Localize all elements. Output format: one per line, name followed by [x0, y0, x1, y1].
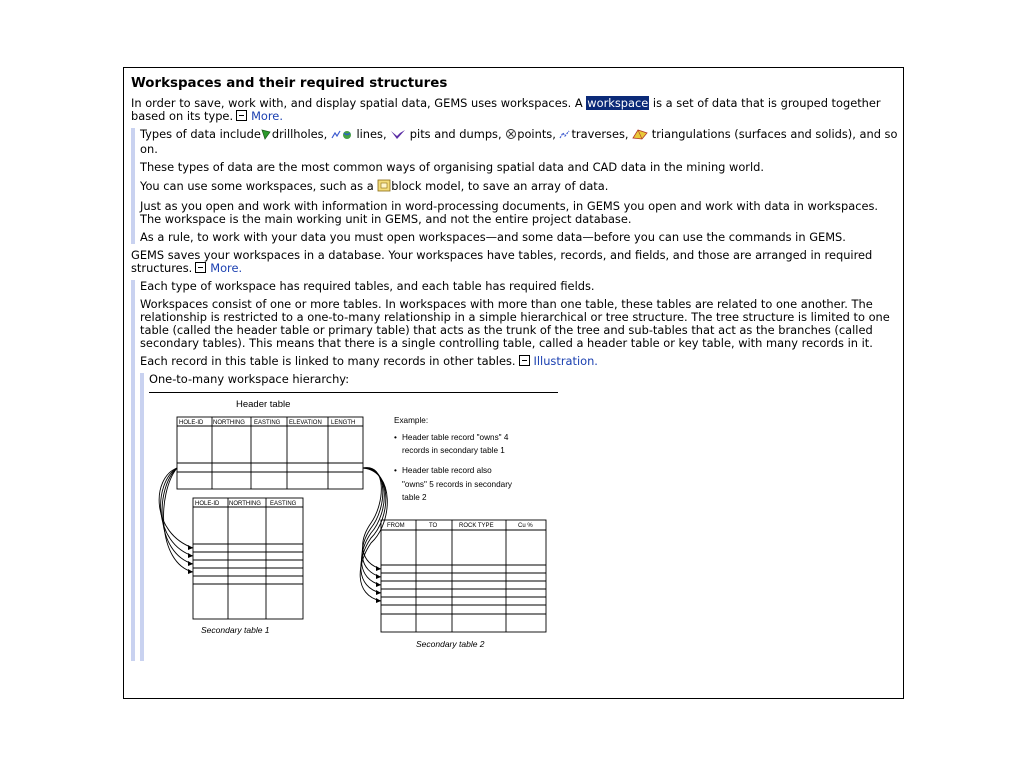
header-col-3: EASTING — [254, 420, 281, 426]
as-a-rule-paragraph: As a rule, to work with your data you must open workspaces—and some data—before you can use the commands in GEMS. — [140, 230, 846, 244]
example-1-line-2: records in secondary table 1 — [402, 446, 505, 455]
expanded-more-block — [131, 128, 899, 244]
example-title: Example: — [394, 416, 429, 425]
header-table — [177, 417, 363, 489]
linked-text: Each record in this table is linked to many records in other tables. — [140, 354, 516, 368]
secondary-table-2-label: Secondary table 2 — [416, 639, 485, 649]
database-text: GEMS saves your workspaces in a database. Your workspaces have tables, records, and fields, and those are arranged in required structures. — [131, 248, 873, 275]
secondary2-col-3: ROCK TYPE — [459, 523, 494, 529]
section-title: Workspaces and their required structures — [131, 76, 448, 91]
database-paragraph — [131, 249, 899, 275]
drillholes-label: drillholes, — [271, 127, 331, 141]
header-col-5: LENGTH — [331, 420, 356, 426]
block-model-text-end: block model, to save an array of data. — [391, 179, 609, 193]
example-2-line-2: "owns" 5 records in secondary — [402, 480, 513, 489]
data-types-prefix: Types of data include — [140, 127, 261, 141]
block-model-paragraph — [140, 179, 899, 195]
data-types-paragraph — [140, 128, 899, 156]
pits-dumps-icon — [390, 129, 406, 143]
secondary2-col-2: TO — [429, 523, 438, 529]
common-ways-paragraph: These types of data are the most common ways of organising spatial data and CAD data in the mining world. — [140, 160, 765, 174]
hierarchy-caption: One-to-many workspace hierarchy: — [149, 372, 350, 386]
block-model-icon — [377, 179, 391, 195]
illustration-link[interactable]: Illustration. — [533, 354, 598, 368]
lines-label: lines, — [352, 127, 391, 141]
one-or-more-paragraph: Workspaces consist of one or more tables. In workspaces with more than one table, these tables are related to one another. The relationship is restricted to a one-to-many relationship in a simple hierarchical or tree structure. The tree structure is limited to one table (called the header table or primary table) that acts as the trunk of the tree and sub-tables that act as the branches (called secondary tables). This means that there is a single controlling table, called a header table or key table, with many records in it. — [140, 297, 890, 350]
points-icon — [505, 128, 517, 143]
traverses-label: traverses, — [571, 127, 633, 141]
example-2-line-3: table 2 — [402, 493, 427, 502]
workspace-hierarchy-diagram — [149, 392, 558, 661]
linked-paragraph — [140, 355, 899, 368]
secondary1-col-2: NORTHING — [229, 501, 261, 507]
pits-label: pits and dumps, — [406, 127, 506, 141]
collapse-icon[interactable] — [236, 110, 247, 121]
example-bullet-1: • — [394, 433, 397, 442]
workspace-term-highlight[interactable]: workspace — [587, 96, 649, 110]
traverses-icon — [559, 129, 571, 143]
arrow-heads-1 — [188, 545, 193, 574]
required-tables-paragraph: Each type of workspace has required tables, and each table has required fields. — [140, 279, 595, 293]
header-col-2: NORTHING — [213, 420, 245, 426]
working-unit-paragraph: Just as you open and work with information in word-processing documents, in GEMS you open and work with data in workspaces. The workspace is the main working unit in GEMS, and not the entire project database. — [140, 199, 879, 226]
header-table-title: Header table — [236, 399, 291, 410]
secondary-table-1-label: Secondary table 1 — [201, 625, 270, 635]
secondary1-col-1: HOLE-ID — [195, 501, 220, 507]
more-link[interactable]: More. — [251, 109, 283, 123]
points-label: points, — [517, 127, 560, 141]
more-link-2[interactable]: More. — [210, 261, 243, 275]
expanded-more-block-2 — [131, 280, 899, 661]
block-model-text: You can use some workspaces, such as a — [140, 179, 378, 193]
lines-icon — [331, 129, 353, 143]
collapse-icon-3[interactable] — [519, 355, 530, 366]
secondary1-col-3: EASTING — [270, 501, 297, 507]
help-panel — [123, 67, 904, 699]
example-2-line-1: Header table record also — [402, 466, 492, 475]
connector-arrows-1 — [159, 468, 193, 572]
example-1-line-1: Header table record "owns" 4 — [402, 433, 509, 442]
intro-text-end: is a set of data that is grouped together based on its type. — [131, 96, 881, 123]
header-col-1: HOLE-ID — [179, 420, 204, 426]
help-content — [131, 76, 899, 666]
example-bullet-2: • — [394, 466, 397, 475]
intro-text: In order to save, work with, and display spatial data, GEMS uses workspaces. A — [131, 96, 587, 110]
triangulations-label: triangulations (surfaces and solids), and so on. — [140, 127, 898, 156]
secondary2-col-4: Cu % — [518, 523, 533, 529]
intro-paragraph — [131, 97, 899, 123]
collapse-icon-2[interactable] — [195, 262, 206, 273]
triangulations-icon — [632, 129, 648, 143]
drillhole-icon — [261, 129, 272, 143]
secondary-table-1 — [193, 498, 303, 619]
secondary2-col-1: FROM — [387, 523, 405, 529]
illustration-block — [140, 373, 899, 661]
header-col-4: ELEVATION — [289, 420, 322, 426]
secondary-table-2 — [381, 520, 546, 632]
